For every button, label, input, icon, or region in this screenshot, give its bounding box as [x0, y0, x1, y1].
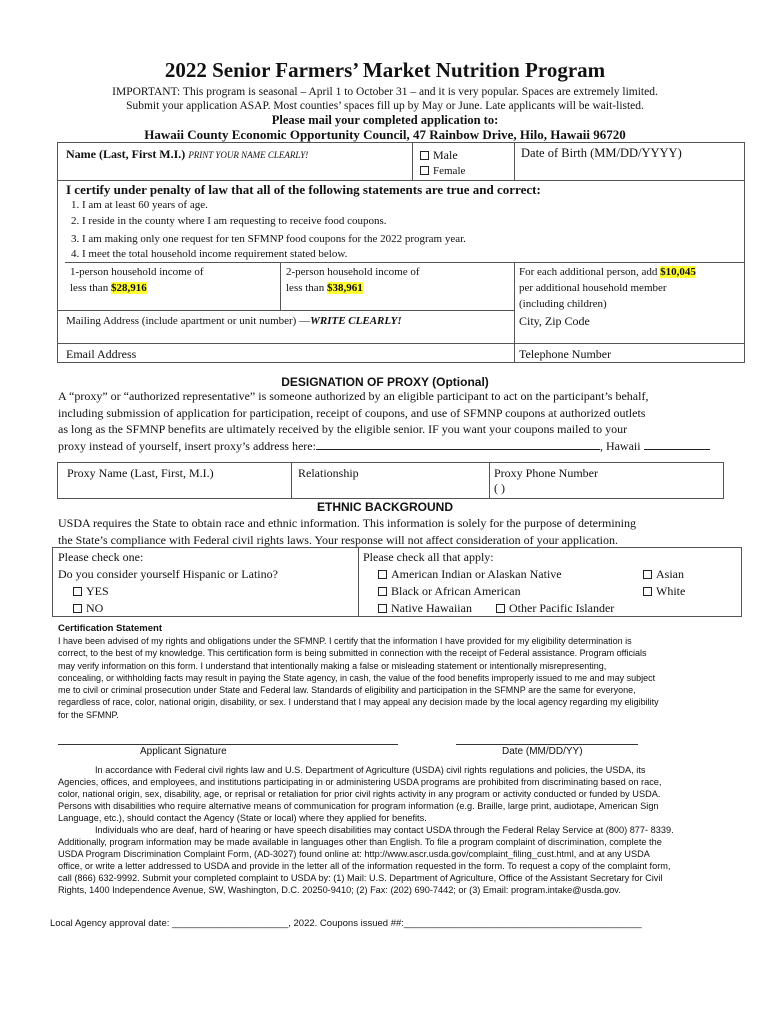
race-asian-checkbox[interactable]: Asian	[643, 567, 684, 582]
ethnic-heading: ETHNIC BACKGROUND	[317, 500, 453, 514]
hispanic-question: Do you consider yourself Hispanic or Latino?	[58, 567, 278, 581]
mailing-address: Hawaii County Economic Opportunity Council, 47 Rainbow Drive, Hilo, Hawaii 96720	[144, 127, 626, 142]
name-hint: PRINT YOUR NAME CLEARLY!	[188, 150, 309, 160]
certification-heading: Certification Statement	[58, 623, 162, 634]
proxy-name-field[interactable]: Proxy Name (Last, First, M.I.)	[67, 466, 214, 480]
date-label: Date (MM/DD/YY)	[502, 746, 583, 757]
form-title: 2022 Senior Farmers’ Market Nutrition Program	[164, 58, 606, 82]
hispanic-yes-checkbox[interactable]: YES	[73, 584, 109, 599]
local-agency-approval: Local Agency approval date: ______________________, 2022. Coupons issued ##:_____________________________________________	[50, 918, 642, 929]
race-white-checkbox[interactable]: White	[643, 584, 685, 599]
race-pacific-islander-checkbox[interactable]: Other Pacific Islander	[496, 601, 614, 616]
usda-nondiscrimination: In accordance with Federal civil rights law and U.S. Department of Agriculture (USDA) civil rights regulations and policies, the USDA, its Agencies, offices, and employees, and institutions participating in or administering USDA programs are prohibited from discriminating based on race, color, national origin, sex, disability, age, or reprisal or retaliation for prior civil rights activity in any program or activity conducted or funded by USDA. Persons with disabilities who require alternative means of communication for program information (e.g. Braille, large print, audiotape, American Sign Language, etc.), should contact the Agency (State or local) where they applied for benefits. Individuals who are deaf, hard of hearing or have speech disabilities may contact USDA through the Federal Relay Service at (800) 877- 8339. Additionally, program information may be made available in languages other than English. To file a program complaint of discrimination, complete the USDA Program Discrimination Complaint Form, (AD-3027) found online at: http://www.ascr.usda.gov/complaint_filing_cust.html, and at any USDA office, or write a letter addressed to USDA and provide in the letter all of the information requested in the form. To request a copy of the complaint form, call (866) 632-9992. Submit your completed complaint to USDA by: (1) Mail: U.S. Department of Agriculture, Office of the Assistant Secretary for Civil Rights, 1400 Independence Avenue, SW, Washington, D.C. 20250-9410; (2) Fax: (202) 690-7442; or (3) Email: program.intake@usda.gov.	[58, 765, 674, 895]
signature-line[interactable]	[58, 744, 398, 745]
ethnic-paragraph: USDA requires the State to obtain race and ethnic information. This information is solely for the purpose of determining the State’s compliance with Federal civil rights laws. Your response will not affect consideration of your application.	[58, 516, 636, 547]
certification-text: I have been advised of my rights and obligations under the SFMNP. I certify that the information I have provided for my eligibility determination is correct, to the best of my knowledge. This certification form is being submitted in connection with the receipt of Federal assistance. Program officials may verify information on this form. I understand that intentionally making a false or misleading statement or intentionally misrepresenting, concealing, or withholding facts may result in paying the State agency, in cash, the value of the food benefits improperly issued to me and may subject me to civil or criminal prosecution under State and Federal law. Standards of eligibility and participation in the SFMNP are the same for everyone, regardless of race, color, national origin, disability, or sex. I understand that I may appeal any decision made by the local agency regarding my eligibility for the SFMNP.	[58, 636, 659, 720]
proxy-address-line[interactable]	[316, 438, 600, 450]
statement-3: 3. I am making only one request for ten SFMNP food coupons for the 2022 program year.	[71, 233, 466, 245]
income-1-person: 1-person household income of less than $28,916	[70, 266, 204, 294]
proxy-phone-field[interactable]: Proxy Phone Number ( )	[494, 466, 598, 495]
intro-submit: Submit your application ASAP. Most counties’ spaces fill up by May or June. Late applicants will be wait-listed.	[126, 100, 644, 112]
male-checkbox[interactable]: Male	[420, 148, 458, 163]
statement-2: 2. I reside in the county where I am requesting to receive food coupons.	[71, 215, 387, 227]
proxy-zip-line[interactable]	[644, 438, 710, 450]
female-checkbox[interactable]: Female	[420, 165, 465, 177]
applicant-signature-label: Applicant Signature	[140, 746, 227, 757]
income-additional-person: For each additional person, add $10,045 per additional household member (including children)	[519, 266, 696, 310]
check-one-label: Please check one:	[58, 550, 144, 564]
mail-to: Please mail your completed application to:	[271, 113, 499, 127]
race-american-indian-checkbox[interactable]: American Indian or Alaskan Native	[378, 567, 562, 582]
relationship-field[interactable]: Relationship	[298, 466, 359, 480]
proxy-heading: DESIGNATION OF PROXY (Optional)	[281, 375, 489, 389]
check-all-label: Please check all that apply:	[363, 550, 494, 564]
telephone-field[interactable]: Telephone Number	[519, 347, 612, 361]
race-native-hawaiian-checkbox[interactable]: Native Hawaiian	[378, 601, 472, 616]
date-line[interactable]	[456, 744, 638, 745]
dob-label: Date of Birth (MM/DD/YYYY)	[521, 146, 682, 160]
city-zip-field[interactable]: City, Zip Code	[519, 314, 590, 328]
hispanic-no-checkbox[interactable]: NO	[73, 601, 103, 616]
mailing-address-field[interactable]: Mailing Address (include apartment or unit number) —WRITE CLEARLY!	[66, 315, 402, 327]
name-label: Name (Last, First M.I.) PRINT YOUR NAME CLEARLY!	[66, 147, 309, 161]
statement-1: 1. I am at least 60 years of age.	[71, 199, 208, 211]
proxy-paragraph: A “proxy” or “authorized representative” is someone authorized by an eligible participant to act on the participant’s behalf, including submission of application for participation, receipt of coupons, and use of SFMNP coupons at authorized outlets as long as the SFMNP benefits are ultimately received by the eligible senior. IF you want your coupons mailed to your proxy instead of yourself, insert proxy’s address here: , Hawaii	[58, 388, 723, 454]
email-field[interactable]: Email Address	[66, 347, 137, 361]
statement-4: 4. I meet the total household income requirement stated below.	[71, 248, 348, 260]
race-black-checkbox[interactable]: Black or African American	[378, 584, 521, 599]
certify-heading: I certify under penalty of law that all of the following statements are true and correct:	[66, 182, 541, 197]
income-2-person: 2-person household income of less than $38,961	[286, 266, 420, 294]
intro-important: IMPORTANT: This program is seasonal – April 1 to October 31 – and it is very popular. Spaces are extremely limited.	[112, 86, 658, 98]
